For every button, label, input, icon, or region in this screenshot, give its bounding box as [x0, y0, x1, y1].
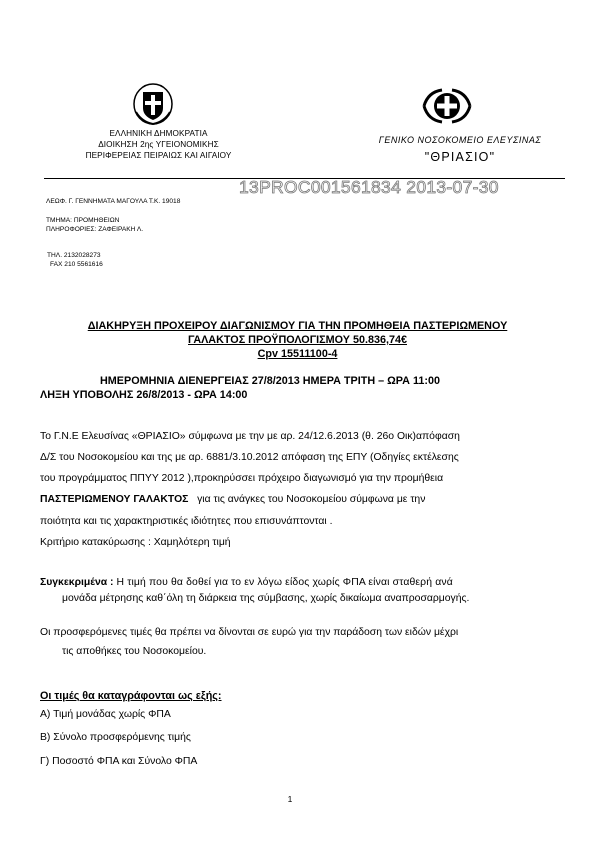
paragraph1-line4-rest: για τις ανάγκες του Νοσοκομείου σύμφωνα με την: [188, 494, 426, 505]
issuer-line-3: ΠΕΡΙΦΕΡΕΙΑΣ ΠΕΙΡΑΙΩΣ ΚΑΙ ΑΙΓΑΙΟΥ: [85, 151, 232, 160]
registry-stamp: 13PROC001561834 2013-07-30: [239, 177, 499, 197]
contact-person: ΠΛΗΡΟΦΟΡΙΕΣ: ΖΑΦΕΙΡΑΚΗ Λ.: [46, 226, 144, 233]
document-title-line-2: ΓΑΛΑΚΤΟΣ ΠΡΟΫΠΟΛΟΓΙΣΜΟΥ 50.836,74€: [188, 334, 407, 346]
paragraph2-lead: Συγκεκριμένα :: [40, 577, 114, 588]
department: ΤΜΗΜΑ: ΠΡΟΜΗΘΕΙΩΝ: [46, 217, 120, 224]
list-item: Β) Σύνολο προσφερόμενης τιμής: [40, 732, 191, 743]
product-name: ΠΑΣΤΕΡΙΩΜΕΝΟΥ ΓΑΛΑΚΤΟΣ: [40, 494, 189, 505]
award-criterion: Κριτήριο κατακύρωσης : Χαμηλότερη τιμή: [40, 537, 231, 548]
price-list-heading: Οι τιμές θα καταγράφονται ως εξής:: [40, 690, 222, 702]
address: ΛΕΩΦ. Γ. ΓΕΝΝΗΜΑΤΑ ΜΑΓΟΥΛΑ Τ.Κ. 19018: [46, 198, 181, 205]
fax: FAX 210 5561616: [50, 261, 103, 268]
paragraph2-line1: [40, 577, 453, 588]
list-item: Α) Τιμή μονάδας χωρίς ΦΠΑ: [40, 709, 171, 720]
page-number: 1: [287, 794, 293, 804]
issuer-block: [46, 128, 271, 161]
telephone: ΤΗΛ. 2132028273: [47, 252, 101, 259]
paragraph2-line2: μονάδα μέτρησης καθ΄όλη τη διάρκεια της σύμβασης, χωρίς δικαίωμα αναπροσαρμογής.: [62, 593, 470, 604]
paragraph3-line2: τις αποθήκες του Νοσοκομείου.: [62, 646, 207, 657]
paragraph1-line3: του προγράμματος ΠΠΥΥ 2012 ),προκηρύσσει πρόχειρο διαγωνισμό για την προμήθεια: [40, 473, 444, 484]
paragraph1-line4: [40, 494, 425, 505]
hospital-logo-icon: [418, 86, 476, 126]
submission-deadline: ΛΗΞΗ ΥΠΟΒΟΛΗΣ 26/8/2013 - ΩΡΑ 14:00: [40, 389, 248, 401]
paragraph3-line1: Οι προσφερόμενες τιμές θα πρέπει να δίνονται σε ευρώ για την παράδοση των ειδών μέχρι: [40, 627, 459, 638]
paragraph2-line1-rest: Η τιμή που θα δοθεί για το εν λόγω είδος χωρίς ΦΠΑ είναι σταθερή ανά: [113, 577, 453, 588]
paragraph1-line2: Δ/Σ του Νοσοκομείου και της με αρ. 6881/3.10.2012 απόφαση της ΕΠΥ (Οδηγίες εκτέλεσης: [40, 452, 459, 463]
greek-state-emblem-icon: [132, 82, 174, 126]
issuer-line-2: ΔΙΟΙΚΗΣΗ 2ης ΥΓΕΙΟΝΟΜΙΚΗΣ: [98, 140, 219, 149]
hospital-name: ΓΕΝΙΚΟ ΝΟΣΟΚΟΜΕΙΟ ΕΛΕΥΣΙΝΑΣ: [378, 135, 542, 145]
paragraph1-line1: Το Γ.Ν.Ε Ελευσίνας «ΘΡΙΑΣΙΟ» σύμφωνα με την με αρ. 24/12.6.2013 (θ. 26ο Οικ)απόφαση: [40, 431, 460, 442]
cpv-code: Cpv 15511100-4: [257, 348, 338, 360]
paragraph1-line5: ποιότητα και τις χαρακτηριστικές ιδιότητες που επισυνάπτονται .: [40, 516, 333, 527]
list-item: Γ) Ποσοστό ΦΠΑ και Σύνολο ΦΠΑ: [40, 756, 198, 767]
hospital-short-name: "ΘΡΙΑΣΙΟ": [424, 150, 496, 164]
issuer-line-1: ΕΛΛΗΝΙΚΗ ΔΗΜΟΚΡΑΤΙΑ: [109, 129, 208, 138]
execution-date: ΗΜΕΡΟΜΗΝΙΑ ΔΙΕΝΕΡΓΕΙΑΣ 27/8/2013 ΗΜΕΡΑ ΤΡΙΤΗ – ΩΡΑ 11:00: [100, 375, 440, 387]
document-title-line-1: ΔΙΑΚΗΡΥΞΗ ΠΡΟΧΕΙΡΟΥ ΔΙΑΓΩΝΙΣΜΟΥ ΓΙΑ ΤΗΝ ΠΡΟΜΗΘΕΙΑ ΠΑΣΤΕΡΙΩΜΕΝΟΥ: [87, 320, 508, 332]
